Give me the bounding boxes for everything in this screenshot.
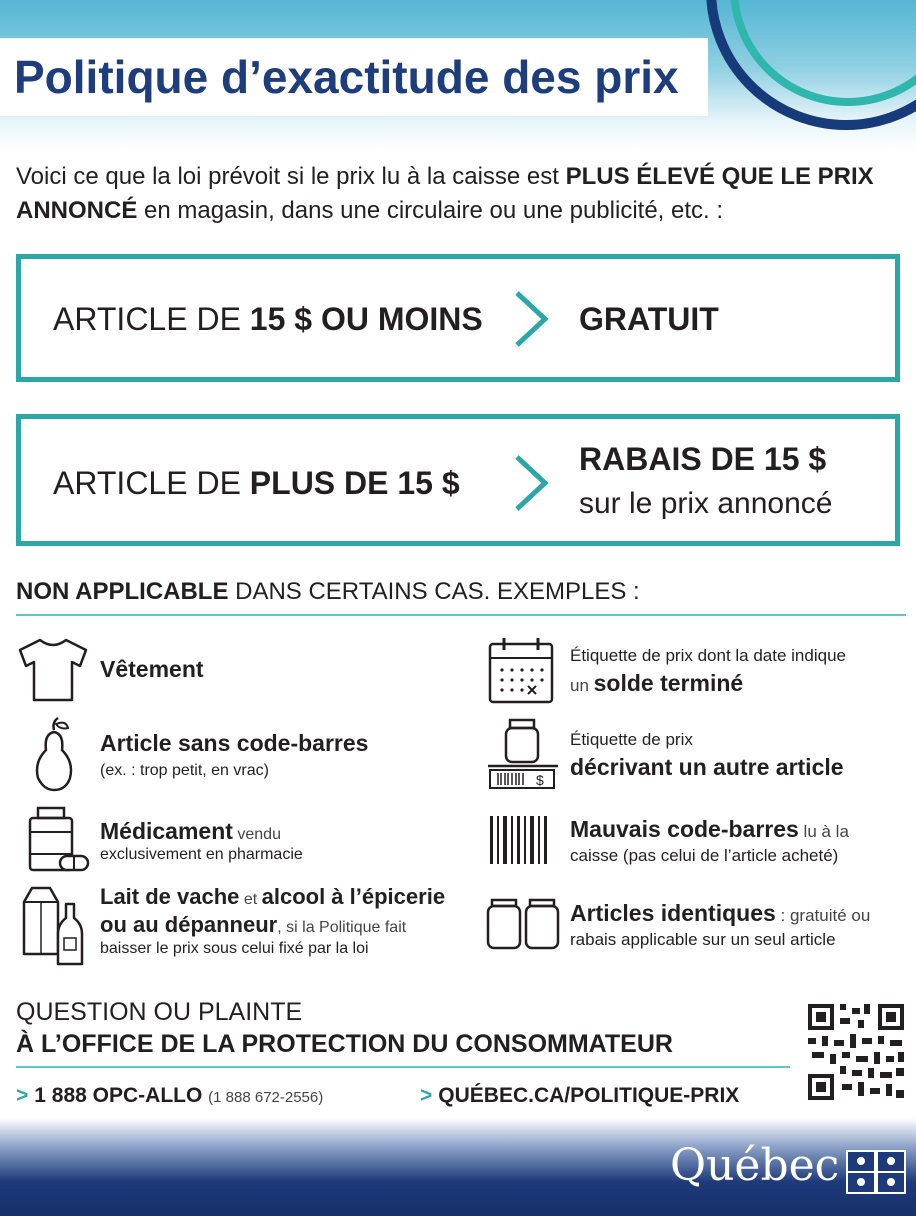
qr-code-icon[interactable]: [804, 1000, 908, 1104]
rule-condition-bold: 15 $ OU MOINS: [249, 301, 483, 337]
barcode-icon: [486, 812, 556, 868]
intro-part1: Voici ce que la loi prévoit si le prix lu à la caisse est: [16, 163, 566, 190]
question-line2: À L’OFFICE DE LA PROTECTION DU CONSOMMATEUR: [16, 1030, 673, 1058]
example-note: (ex. : trop petit, en vrac): [100, 762, 269, 779]
website-link: QUÉBEC.CA/POLITIQUE-PRIX: [438, 1084, 740, 1107]
example-mid: et: [239, 891, 262, 908]
not-applicable-heading: [16, 578, 640, 606]
example-bold2: alcool à l’épicerie: [261, 884, 446, 909]
identical-jars-icon: [486, 896, 560, 952]
intro-part2: en magasin, dans une circulaire ou une publicité, etc. :: [137, 197, 724, 224]
example-note: rabais applicable sur un seul article: [570, 930, 836, 949]
pear-icon: [16, 716, 90, 792]
chevron-right-icon: >: [16, 1084, 29, 1107]
intro-text: [16, 160, 906, 228]
question-line1: QUESTION OU PLAINTE: [16, 998, 303, 1026]
example-title: Mauvais code-barres: [570, 816, 799, 842]
jar-label-icon: [486, 718, 560, 792]
rule-result-sub: sur le prix annoncé: [579, 487, 833, 520]
example-title: Vêtement: [100, 656, 204, 682]
milk-bottle-icon: [16, 884, 90, 968]
example-note: Étiquette de prix: [570, 730, 693, 749]
rule-condition-bold: PLUS DE 15 $: [249, 465, 460, 501]
example-bold: Lait de vache: [100, 884, 240, 909]
example-rest: , si la Politique fait: [277, 919, 407, 936]
example-title-line: [570, 900, 870, 927]
rule-condition: [53, 301, 483, 338]
chevron-right-icon: >: [420, 1084, 433, 1107]
not-applicable-bold: NON APPLICABLE: [16, 578, 229, 605]
quebec-logo-text: Québec: [670, 1140, 840, 1191]
example-bold: ou au dépanneur: [100, 912, 278, 937]
example-title: Articles identiques: [570, 900, 776, 926]
example-inline: vendu: [232, 826, 281, 843]
calendar-icon: [486, 636, 556, 706]
contact-phone[interactable]: [16, 1084, 323, 1108]
contact-website[interactable]: [420, 1084, 739, 1108]
example-note: Étiquette de prix dont la date indique: [570, 646, 846, 665]
tshirt-icon: [16, 636, 90, 704]
divider: [16, 1066, 790, 1068]
rule-condition: [53, 465, 460, 502]
divider: [16, 614, 906, 616]
rule-condition-prefix: ARTICLE DE: [53, 465, 250, 501]
example-note: caisse (pas celui de l’article acheté): [570, 846, 839, 865]
example-title-line: [100, 818, 281, 845]
phone-label: 1 888 OPC-ALLO: [34, 1084, 203, 1107]
medicine-bottle-icon: [16, 806, 90, 874]
chevron-right-icon: [511, 289, 551, 349]
example-line1: [100, 884, 445, 910]
example-note: exclusivement en pharmacie: [100, 846, 303, 863]
phone-number: (1 888 672-2556): [208, 1089, 324, 1106]
rule-result: GRATUIT: [579, 301, 719, 337]
rule-box-15-or-less: [16, 254, 900, 382]
example-title-line: [570, 670, 743, 697]
rule-condition-prefix: ARTICLE DE: [53, 301, 250, 337]
example-title-line: [570, 816, 849, 843]
price-symbol: $: [536, 772, 544, 788]
not-applicable-rest: DANS CERTAINS CAS. EXEMPLES :: [228, 578, 640, 605]
example-title: décrivant un autre article: [570, 754, 844, 780]
intro-bold: PLUS ÉLEVÉ QUE LE PRIX ANNONCÉ: [16, 163, 874, 224]
quebec-flag-icon: [846, 1150, 906, 1194]
rule-result: RABAIS DE 15 $: [579, 441, 827, 477]
page-title: Politique d’exactitude des prix: [14, 51, 679, 103]
example-title: solde terminé: [593, 670, 744, 696]
example-pre: un: [570, 676, 594, 695]
example-title: Médicament: [100, 818, 233, 844]
example-title: Article sans code-barres: [100, 730, 369, 756]
title-box: [0, 38, 708, 116]
rule-box-more-than-15: [16, 414, 900, 546]
example-line2: [100, 912, 406, 938]
example-note: baisser le prix sous celui fixé par la loi: [100, 940, 369, 957]
example-inline: lu à la: [798, 822, 849, 841]
chevron-right-icon: [511, 453, 551, 513]
example-inline: : gratuité ou: [775, 906, 871, 925]
